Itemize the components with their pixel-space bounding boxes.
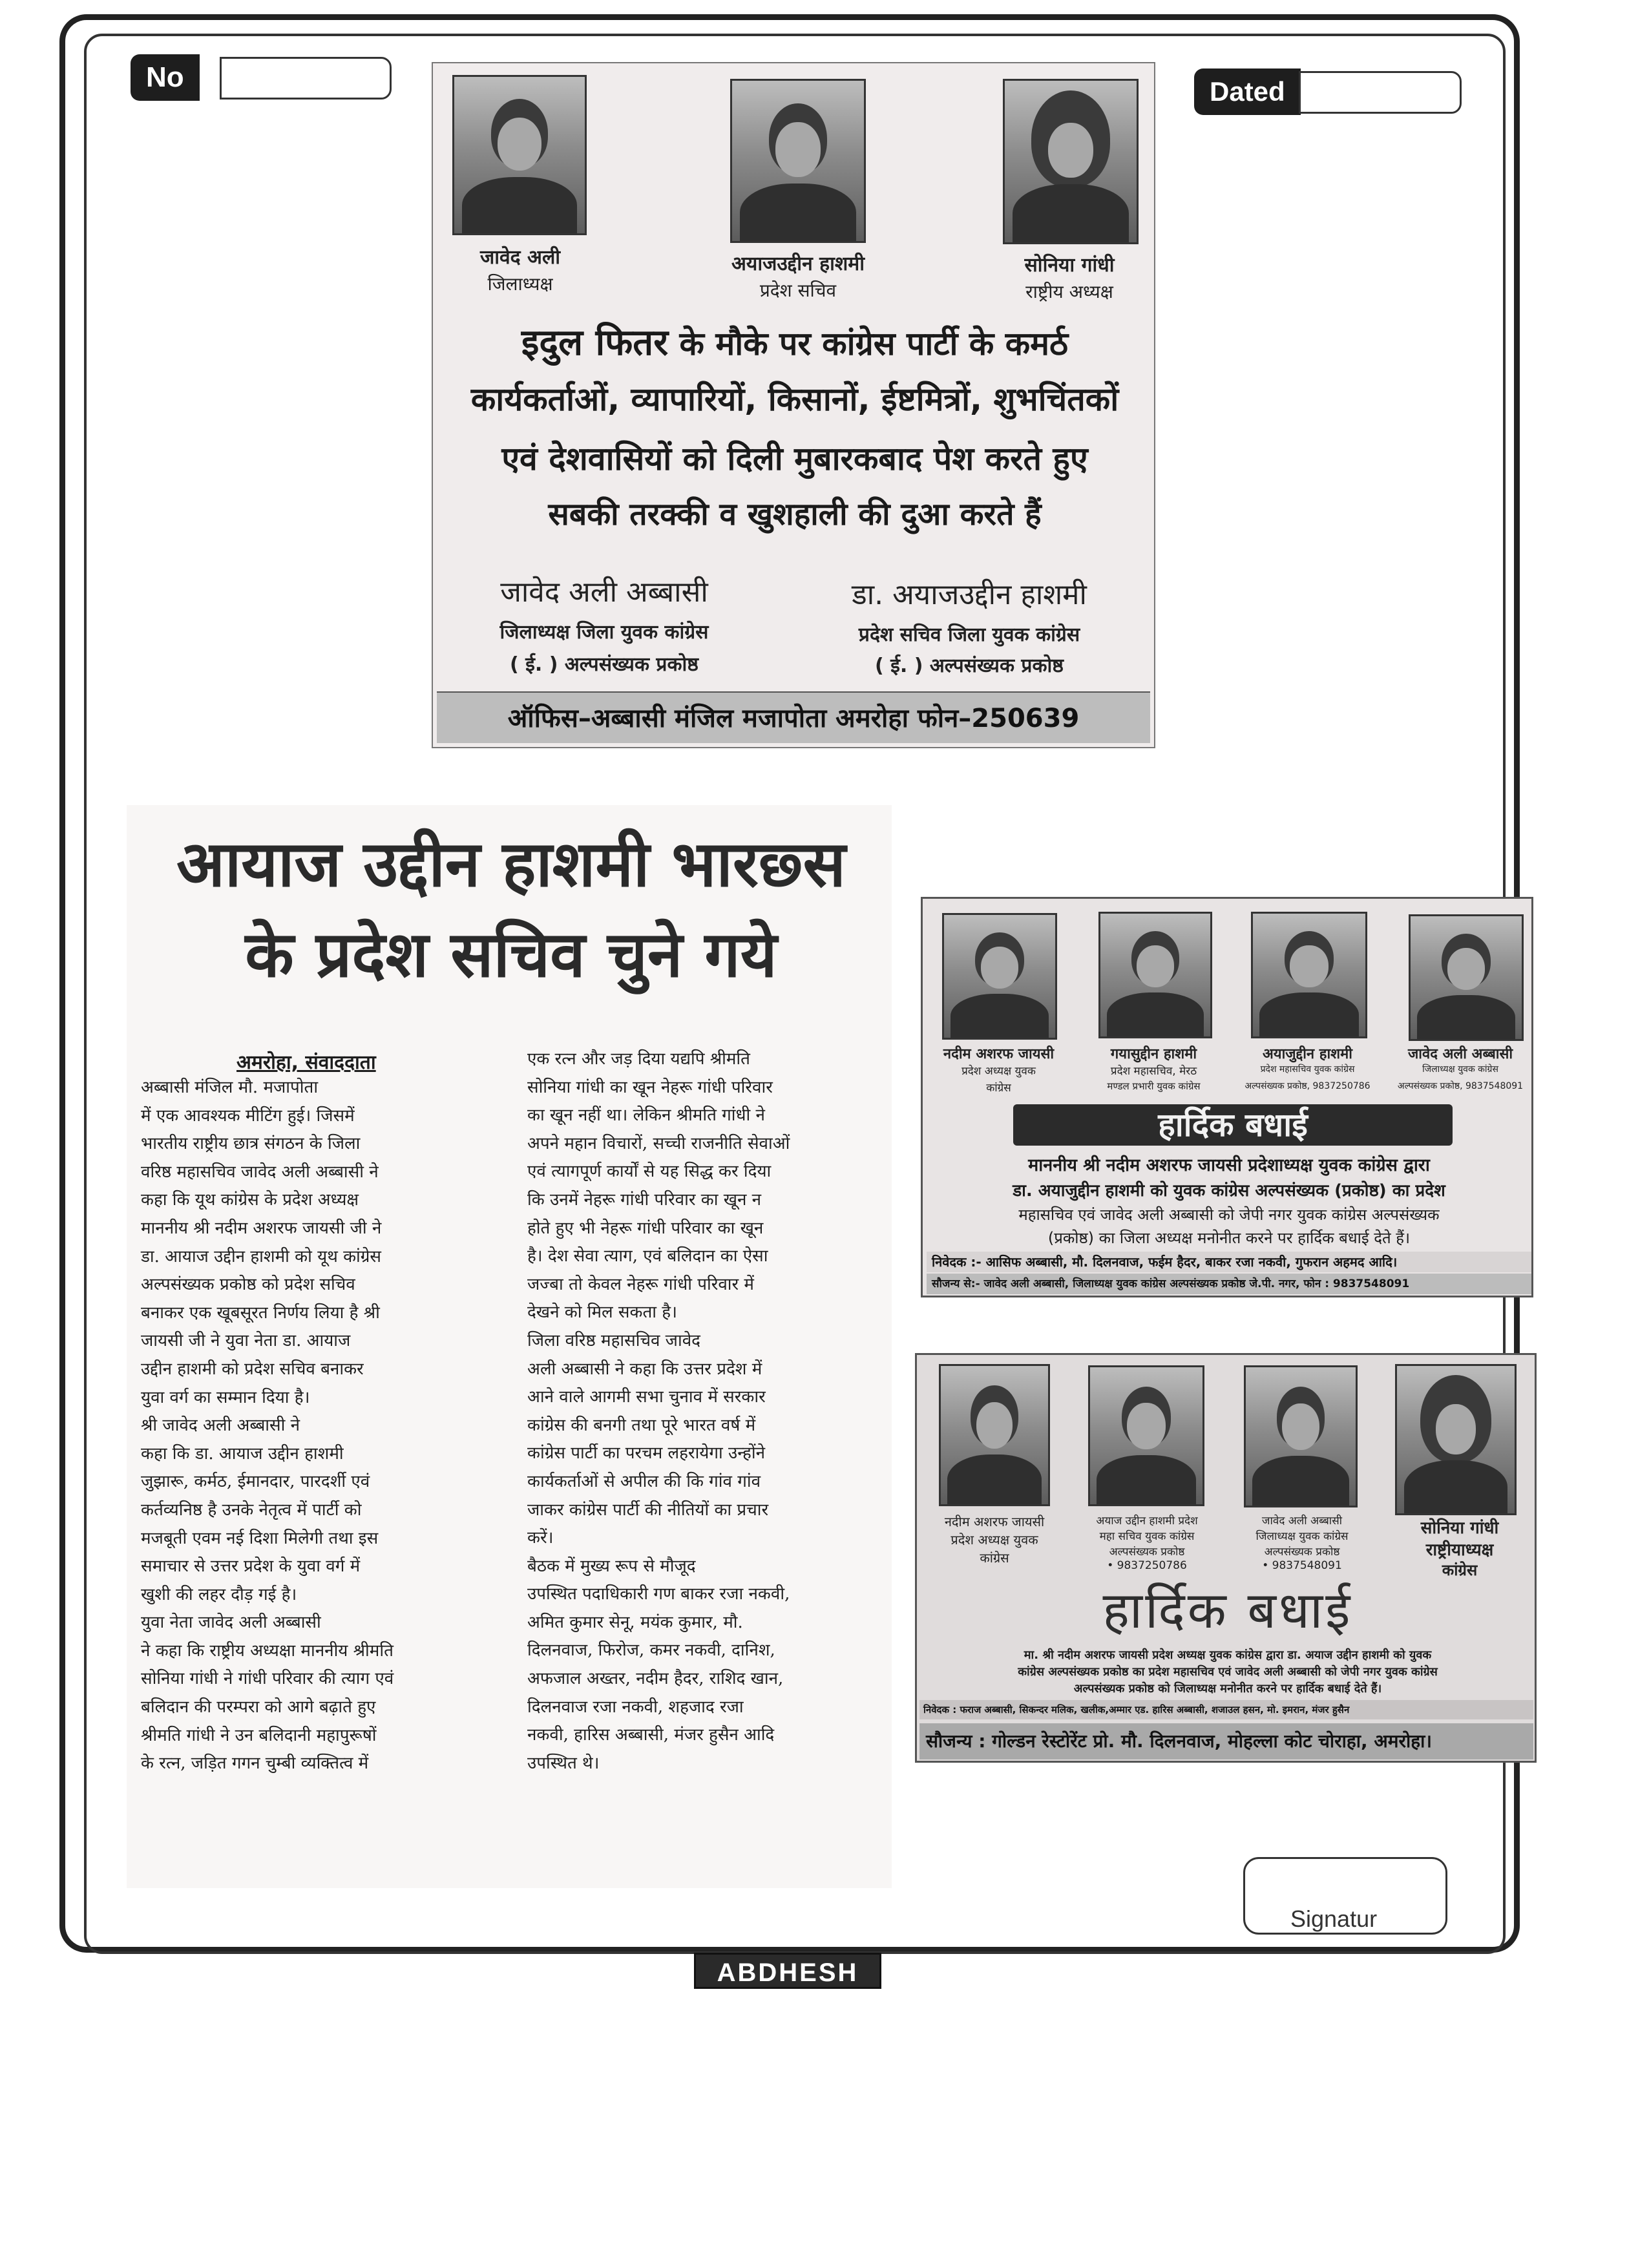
caption-title: प्रदेश महासचिव, मेरठ	[1110, 1065, 1197, 1078]
caption-phone: • 9837250786	[1107, 1559, 1187, 1572]
caption-title: कांग्रेस	[980, 1550, 1009, 1566]
caption-title: जिलाध्यक्ष युवक कांग्रेस	[1255, 1530, 1349, 1543]
article-column-2: एक रत्न और जड़ दिया यद्यपि श्रीमति सोनिया गांधी का खून नेहरू गांधी परिवार का खून नहीं था। लेकिन श्रीमति गांधी ने अपने महान विचारों, सच्ची राजनीति सेवाओं एवं त्यागपूर्ण कार्यों से यह सिद्ध कर दिया कि उनमें नेहरू गांधी परिवार का खून न होते हुए भी नेहरू गांधी परिवार का खून है। देश सेवा त्याग, एवं बलिदान का ऐसा जज्बा तो केवल नेहरू गांधी परिवार में देखने को मिल सकता है। जिला वरिष्ठ महासचिव जावेद अली अब्बासी ने कहा कि उत्तर प्रदेश में आने वाले आगमी सभा चुनाव में सरकार कांग्रेस की बनगी तथा पूरे भारत वर्ष में कांग्रेस पार्टी का परचम लहरायेगा उन्होंने कार्यकर्ताओं से अपील की कि गांव गांव जाकर कांग्रेस पार्टी की नीतियों का प्रचार करें। बैठक में मुख्य रूप से मौजूद उपस्थित पदाधिकारी गण बाकर रजा नकवी, अमित कुमार सेनू, मयंक कुमार, मौ. दिलनवाज, फिरोज, कमर नकवी, दानिश, अफजाल अख्तर, नदीम हैदर, राशिद खान, दिलनवाज रजा नकवी, शहजाद रजा नकवी, हारिस अब्बासी, मंजर हुसैन आदि उपस्थित थे।	[527, 1049, 790, 1773]
brand-tab: ABDHESH	[694, 1953, 881, 1989]
photo-ayajuddin-hashmi	[1251, 912, 1367, 1038]
sender-title: ( ई. ) अल्पसंख्यक प्रकोष्ठ	[875, 655, 1064, 677]
congrats-body-line: अल्पसंख्यक प्रकोष्ठ को जिलाध्यक्ष मनोनीत करने पर हार्दिक बधाई देते हैं।	[1073, 1682, 1382, 1696]
caption-phone: • 9837548091	[1262, 1559, 1342, 1572]
greeting-occasion: इदुल फितर	[521, 322, 669, 364]
caption-name: सोनिया गांधी	[1420, 1518, 1499, 1538]
caption-title: राष्ट्रीय अध्यक्ष	[1025, 281, 1113, 302]
caption-name: जावेद अली	[479, 246, 561, 269]
caption-title: अल्पसंख्यक प्रकोष्ठ, 9837250786	[1245, 1081, 1371, 1091]
caption-name: अयाजुद्दीन हाशमी	[1263, 1046, 1352, 1062]
congrats-banner: हार्दिक बधाई	[1013, 1104, 1453, 1146]
congrats-body-line: मा. श्री नदीम अशरफ जायसी प्रदेश अध्यक्ष युवक कांग्रेस द्वारा डा. अयाज उद्दीन हाशमी को युवक	[1024, 1648, 1432, 1662]
caption-title: जिलाध्यक्ष	[487, 273, 553, 295]
article-headline: के प्रदेश सचिव चुने गये	[245, 918, 777, 992]
greeting-footer: ऑफिस–अब्बासी मंजिल मजापोता अमरोहा फोन–250639	[437, 691, 1150, 743]
caption-name: नदीम अशरफ जायसी	[943, 1046, 1055, 1062]
congrats-body-line: माननीय श्री नदीम अशरफ जायसी प्रदेशाध्यक्ष युवक कांग्रेस द्वारा	[1028, 1155, 1430, 1175]
caption-title: अल्पसंख्यक प्रकोष्ठ	[1264, 1546, 1340, 1559]
sender-name: जावेद अली अब्बासी	[500, 576, 708, 609]
sender-title: प्रदेश सचिव जिला युवक कांग्रेस	[858, 624, 1080, 646]
news-article	[127, 805, 892, 1888]
greeting-message-line: कार्यकर्ताओं, व्यापारियों, किसानों, ईष्टमित्रों, शुभचिंतकों	[470, 381, 1119, 418]
photo-ayazuddin-hashmi	[730, 79, 866, 243]
article-column-1: अब्बासी मंजिल मौ. मजापोता में एक आवश्यक मीटिंग हुई। जिसमें भारतीय राष्ट्रीय छात्र संगठन के जिला वरिष्ठ महासचिव जावेद अली अब्बासी ने कहा कि यूथ कांग्रेस के प्रदेश अध्यक्ष माननीय श्री नदीम अशरफ जायसी जी ने डा. आयाज उद्दीन हाशमी को यूथ कांग्रेस अल्पसंख्यक प्रकोष्ठ को प्रदेश सचिव बनाकर एक खूबसूरत निर्णय लिया है श्री जायसी जी ने युवा नेता डा. आयाज उद्दीन हाशमी को प्रदेश सचिव बनाकर युवा वर्ग का सम्मान दिया है। श्री जावेद अली अब्बासी ने कहा कि डा. आयाज उद्दीन हाशमी जुझारू, कर्मठ, ईमानदार, पारदर्शी एवं कर्तव्यनिष्ठ है उनके नेतृत्व में पार्टी को मजबूती एवम नई दिशा मिलेगी तथा इस समाचार से उत्तर प्रदेश के युवा वर्ग में खुशी की लहर दौड़ गई है। युवा नेता जावेद अली अब्बासी ने कहा कि राष्ट्रीय अध्यक्षा माननीय श्रीमति सोनिया गांधी ने गांधी परिवार की त्याग एवं बलिदान की परम्परा को आगे बढ़ाते हुए श्रीमति गांधी ने उन बलिदानी महापुरूषों के रत्न, जड़ित गगन चुम्बी व्यक्तित्व में	[141, 1078, 394, 1774]
caption-title: अल्पसंख्यक प्रकोष्ठ, 9837548091	[1397, 1081, 1524, 1091]
signature-label: Signatur	[1290, 1906, 1378, 1932]
dated-label: Dated	[1194, 68, 1301, 115]
no-label: No	[131, 54, 200, 101]
congrats-ad-1	[921, 897, 1533, 1297]
sender-name: डा. अयाजउद्दीन हाशमी	[852, 578, 1087, 611]
signature-box[interactable]	[1243, 1857, 1447, 1935]
congrats-body-line: कांग्रेस अल्पसंख्यक प्रकोष्ठ का प्रदेश महासचिव एवं जावेद अली अब्बासी को जेपी नगर युवक कांग्रेस	[1018, 1665, 1438, 1679]
photo-nadeem-ashraf-jaisi	[939, 1364, 1050, 1506]
greeting-ad	[432, 62, 1155, 748]
greeting-message-rest: के मौके पर कांग्रेस पार्टी के कमर्ठ	[679, 325, 1069, 362]
caption-title: प्रदेश महासचिव युवक कांग्रेस	[1260, 1064, 1355, 1075]
caption-title: कांग्रेस	[986, 1082, 1011, 1095]
caption-title: मण्डल प्रभारी युवक कांग्रेस	[1107, 1080, 1201, 1092]
caption-title: महा सचिव युवक कांग्रेस	[1099, 1530, 1195, 1543]
photo-javed-ali-abbasi	[1409, 914, 1524, 1041]
caption-name: अयाजउद्दीन हाशमी	[731, 253, 865, 275]
greeting-message-line: सबकी तरक्की व खुशहाली की दुआ करते हैं	[548, 496, 1042, 532]
no-field[interactable]	[220, 57, 392, 100]
congrats-body-line: डा. अयाजुद्दीन हाशमी को युवक कांग्रेस अल्पसंख्यक (प्रकोष्ठ) का प्रदेश	[1013, 1181, 1445, 1201]
caption-title: प्रदेश अध्यक्ष युवक	[951, 1532, 1038, 1548]
photo-nadeem-ashraf-jaisi	[942, 913, 1057, 1040]
caption-name: अयाज उद्दीन हाशमी प्रदेश	[1096, 1515, 1198, 1528]
greeting-message-line	[433, 317, 1157, 366]
congrats-nivedak: निवेदक :- आसिफ अब्बासी, मौ. दिलनवाज, फईम हैदर, बाकर रजा नकवी, गुफरान अहमद आदि।	[927, 1252, 1531, 1272]
congrats-body-line: महासचिव एवं जावेद अली अब्बासी को जेपी नगर युवक कांग्रेस अल्पसंख्यक	[1018, 1206, 1440, 1224]
caption-title: अल्पसंख्यक प्रकोष्ठ	[1109, 1546, 1185, 1559]
caption-title: राष्ट्रीयाध्यक्ष	[1425, 1540, 1494, 1560]
dated-field[interactable]	[1299, 71, 1462, 114]
caption-title: प्रदेश अध्यक्ष युवक	[961, 1065, 1036, 1078]
sender-title: ( ई. ) अल्पसंख्यक प्रकोष्ठ	[510, 653, 698, 676]
photo-sonia-gandhi	[1003, 79, 1139, 244]
congrats-saujanya: सौजन्य : गोल्डन रेस्टोरेंट प्रो. मौ. दिलनवाज, मोहल्ला कोट चोराहा, अमरोहा।	[919, 1723, 1533, 1759]
caption-title: कांग्रेस	[1442, 1561, 1478, 1579]
photo-javed-ali	[452, 75, 587, 235]
caption-name: जावेद अली अब्बासी	[1261, 1515, 1343, 1528]
caption-name: नदीम अशरफ जायसी	[944, 1514, 1045, 1529]
congrats-body-line: (प्रकोष्ठ) का जिला अध्यक्ष मनोनीत करने पर हार्दिक बधाई देते हैं।	[1047, 1229, 1411, 1247]
caption-name: सोनिया गांधी	[1024, 254, 1115, 277]
photo-sonia-gandhi	[1395, 1364, 1517, 1515]
caption-title: जिलाध्यक्ष युवक कांग्रेस	[1422, 1064, 1498, 1075]
article-headline: आयाज उद्दीन हाशमी भारछ्स	[176, 828, 846, 901]
congrats-banner: हार्दिक बधाई	[1102, 1582, 1353, 1640]
congrats-saujanya: सौजन्य से:- जावेद अली अब्बासी, जिलाध्यक्ष युवक कांग्रेस अल्पसंख्यक प्रकोष्ठ जे.पी. नगर, फोन : 9837548091	[927, 1274, 1531, 1294]
caption-name: गयासुद्दीन हाशमी	[1110, 1046, 1197, 1062]
photo-javed-ali-abbasi	[1244, 1365, 1358, 1507]
caption-name: जावेद अली अब्बासी	[1407, 1046, 1513, 1062]
congrats-nivedak: निवेदक : फराज अब्बासी, सिकन्दर मलिक, खलीक,अम्मार एड. हारिस अब्बासी, शजाउल हसन, मो. इमरान, मंजर हुसैन	[919, 1700, 1533, 1719]
article-dateline: अमरोहा, संवाददाता	[236, 1051, 376, 1074]
greeting-message-line: एवं देशवासियों को दिली मुबारकबाद पेश करते हुए	[501, 440, 1088, 478]
caption-title: प्रदेश सचिव	[759, 280, 837, 301]
photo-gayasuddin-hashmi	[1098, 912, 1212, 1038]
sender-title: जिलाध्यक्ष जिला युवक कांग्रेस	[499, 621, 709, 644]
congrats-ad-2	[915, 1353, 1537, 1763]
photo-ayaz-uddin-hashmi	[1088, 1365, 1204, 1506]
